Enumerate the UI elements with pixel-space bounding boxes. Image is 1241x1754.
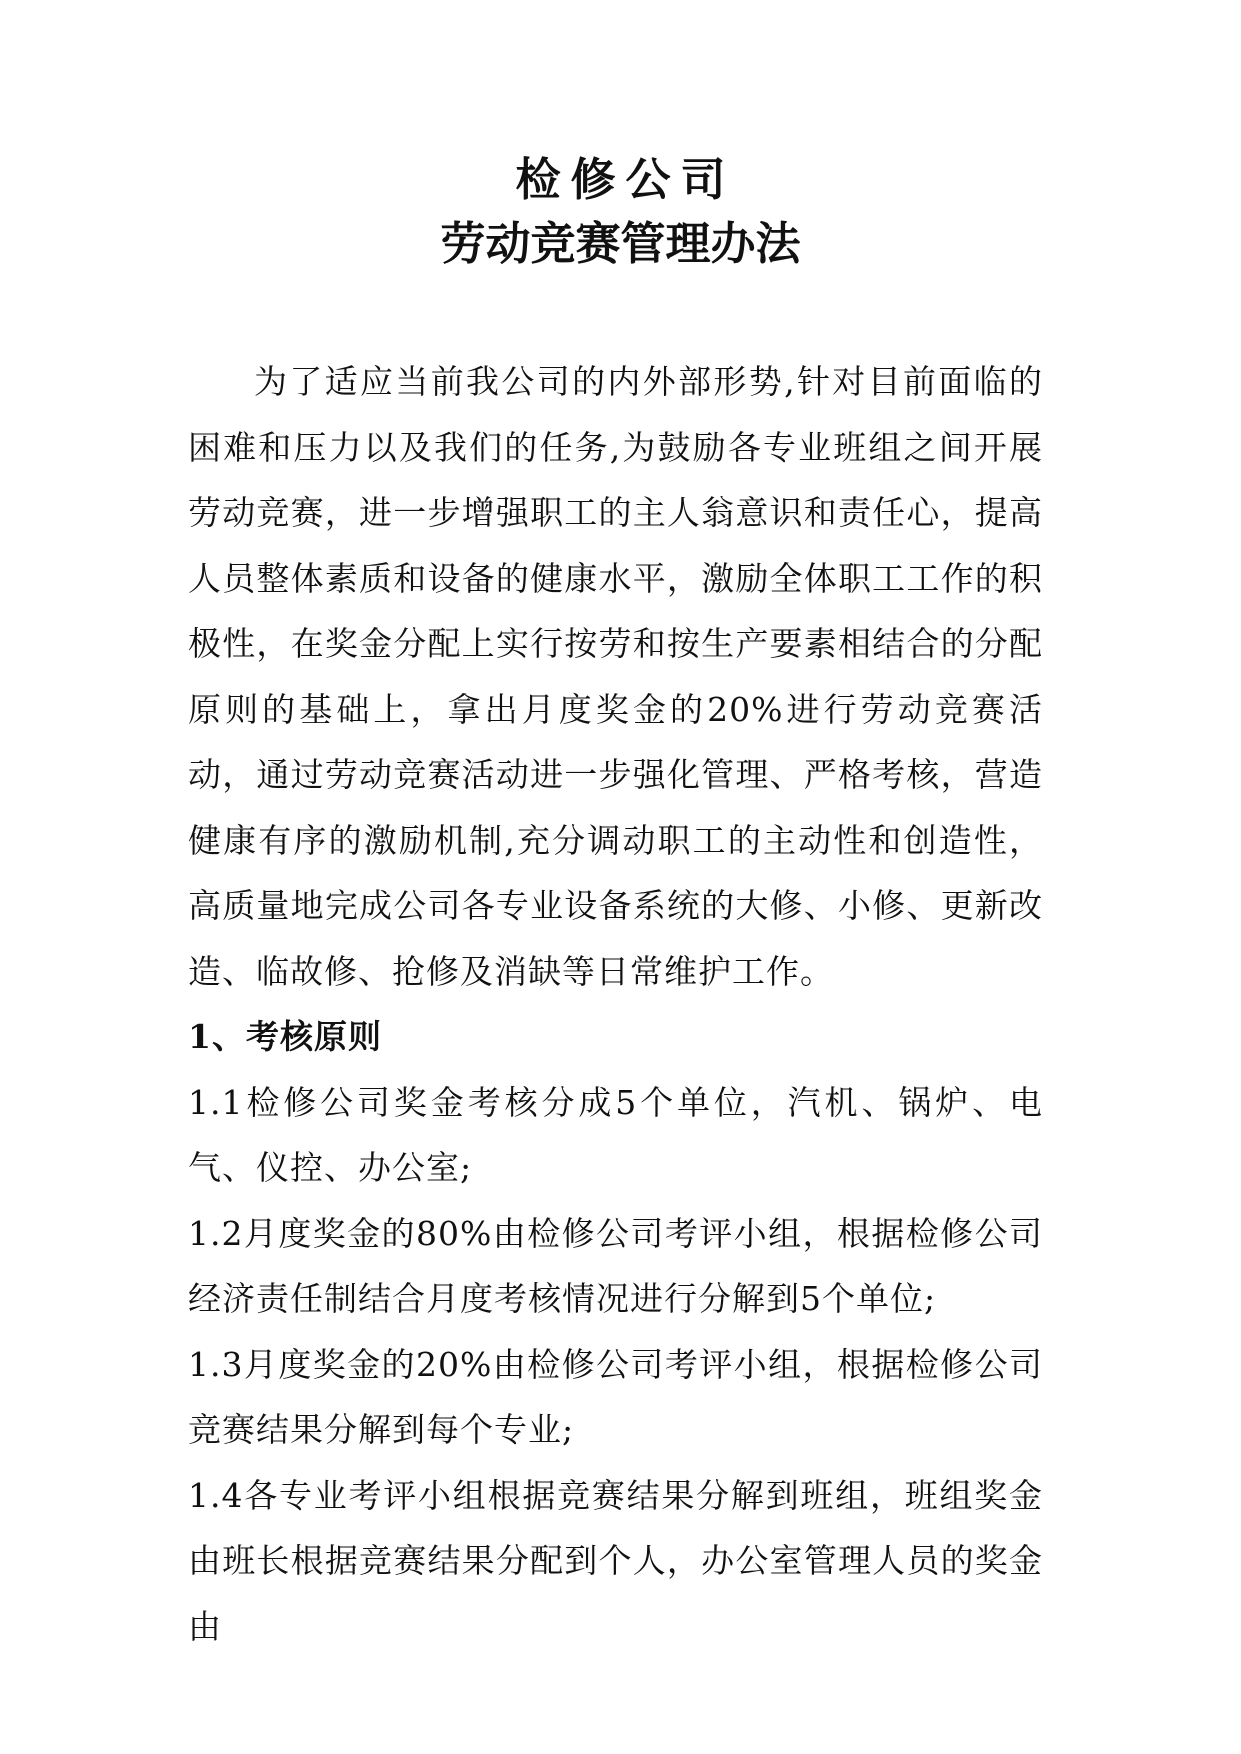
title-company: 检修公司 [515,153,736,206]
section-heading-principles: 1、考核原则 [188,1017,382,1056]
document-title [0,148,1241,276]
clause-1-3: 1.3月度奖金的20%由检修公司考评小组，根据检修公司竞赛结果分解到每个专业; [188,1344,1043,1449]
document-body [188,349,1043,1659]
clause-1-4: 1.4各专业考评小组根据竞赛结果分解到班组，班组奖金由班长根据竞赛结果分配到个人，办公室管理人员的奖金由 [188,1475,1043,1646]
title-regulation: 劳动竞赛管理办法 [440,217,801,270]
clause-1-2: 1.2月度奖金的80%由检修公司考评小组，根据检修公司经济责任制结合月度考核情况进行分解到5个单位; [188,1213,1043,1318]
intro-paragraph: 为了适应当前我公司的内外部形势,针对目前面临的困难和压力以及我们的任务,为鼓励各专业班组之间开展劳动竞赛，进一步增强职工的主人翁意识和责任心，提高人员整体素质和设备的健康水平，激励全体职工工作的积极性，在奖金分配上实行按劳和按生产要素相结合的分配原则的基础上，拿出月度奖金的20%进行劳动竞赛活动，通过劳动竞赛活动进一步强化管理、严格考核，营造健康有序的激励机制,充分调动职工的主动性和创造性，高质量地完成公司各专业设备系统的大修、小修、更新改造、临故修、抢修及消缺等日常维护工作。 [188,362,1043,991]
clause-1-1: 1.1检修公司奖金考核分成5个单位，汽机、锅炉、电气、仪控、办公室; [188,1082,1043,1187]
